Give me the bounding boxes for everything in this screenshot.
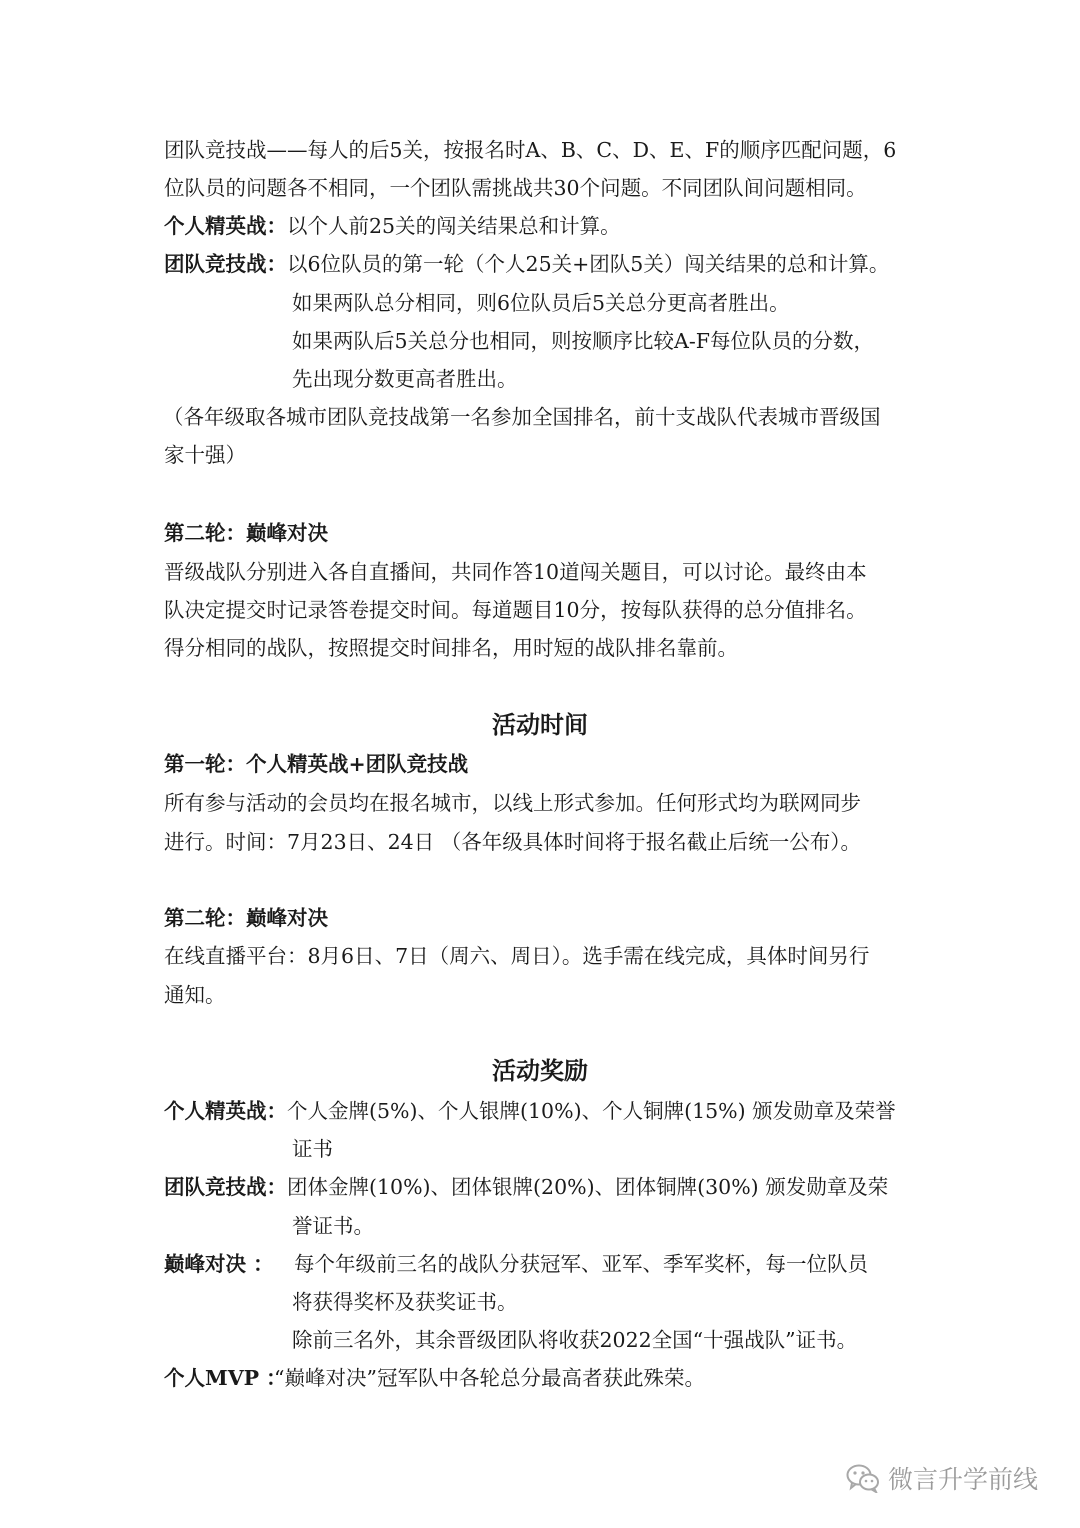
note-line-2: 家十强）: [164, 443, 246, 467]
round2-heading: 第二轮：巅峰对决: [164, 521, 328, 545]
wechat-icon: [846, 1463, 880, 1493]
individual-scoring-label: 个人精英战：: [164, 214, 287, 238]
reward-team-text: 团体金牌(10%)、团体银牌(20%)、团体铜牌(30%) 颁发勋章及荣: [287, 1175, 889, 1199]
schedule-round2-line-2: 通知。: [164, 983, 226, 1007]
reward-peak-line-2: 将获得奖杯及获奖证书。: [292, 1290, 518, 1314]
reward-individual-label: 个人精英战：: [164, 1099, 287, 1123]
reward-mvp-text: “巅峰对决”冠军队中各轮总分最高者获此殊荣。: [274, 1366, 705, 1390]
individual-scoring-text: 以个人前25关的闯关结果总和计算。: [287, 214, 621, 238]
schedule-round1-line-2: 进行。时间：7月23日、24日 （各年级具体时间将于报名截止后统一公布）。: [164, 830, 861, 854]
reward-peak-line-3: 除前三名外，其余晋级团队将收获2022全国“十强战队”证书。: [292, 1328, 858, 1352]
rewards-title: 活动奖励: [492, 1056, 588, 1085]
schedule-round1-heading: 第一轮：个人精英战+团队竞技战: [164, 752, 469, 776]
individual-scoring: [164, 211, 924, 241]
reward-peak: [164, 1249, 924, 1279]
reward-team-line-2: 誉证书。: [292, 1214, 374, 1238]
tie-rule-line-2: 如果两队后5关总分也相同，则按顺序比较A-F每位队员的分数，: [292, 329, 874, 353]
note-line-1: （各年级取各城市团队竞技战第一名参加全国排名，前十支战队代表城市晋级国: [163, 405, 881, 429]
schedule-round1-line-1: 所有参与活动的会员均在报名城市，以线上形式参加。任何形式均为联网同步: [164, 791, 861, 815]
schedule-round2-line-1: 在线直播平台：8月6日、7日（周六、周日）。选手需在线完成，具体时间另行: [164, 944, 870, 968]
tie-rule-line-1: 如果两队总分相同，则6位队员后5关总分更高者胜出。: [292, 291, 790, 315]
reward-team-label: 团队竞技战：: [164, 1175, 287, 1199]
watermark-text: 微言升学前线: [888, 1465, 1039, 1494]
team-scoring-label: 团队竞技战：: [164, 252, 287, 276]
watermark: [846, 1460, 1038, 1496]
reward-peak-label: 巅峰对决 ：: [164, 1252, 274, 1276]
round2-line-2: 队决定提交时记录答卷提交时间。每道题目10分，按每队获得的总分值排名。: [164, 598, 867, 622]
team-scoring-text: 以6位队员的第一轮（个人25关+团队5关）闯关结果的总和计算。: [287, 252, 890, 276]
schedule-title: 活动时间: [492, 710, 588, 739]
team-rule-line-1: 团队竞技战——每人的后5关，按报名时A、B、C、D、E、F的顺序匹配问题，6: [164, 138, 897, 162]
reward-individual: [164, 1096, 924, 1126]
team-rule-line-2: 位队员的问题各不相同，一个团队需挑战共30个问题。不同团队间问题相同。: [164, 176, 867, 200]
schedule-round2-heading: 第二轮：巅峰对决: [164, 906, 328, 930]
reward-team: [164, 1172, 924, 1202]
round2-line-1: 晋级战队分别进入各自直播间，共同作答10道闯关题目，可以讨论。最终由本: [164, 560, 867, 584]
reward-mvp-label: 个人MVP ：: [164, 1366, 287, 1390]
reward-mvp: [164, 1363, 924, 1393]
reward-peak-text: 每个年级前三名的战队分获冠军、亚军、季军奖杯，每一位队员: [294, 1252, 868, 1276]
tie-rule-line-3: 先出现分数更高者胜出。: [292, 367, 518, 391]
reward-individual-text: 个人金牌(5%)、个人银牌(10%)、个人铜牌(15%) 颁发勋章及荣誉: [287, 1099, 896, 1123]
round2-line-3: 得分相同的战队，按照提交时间排名，用时短的战队排名靠前。: [164, 636, 738, 660]
reward-individual-line-2: 证书: [292, 1137, 333, 1161]
team-scoring: [164, 249, 924, 279]
